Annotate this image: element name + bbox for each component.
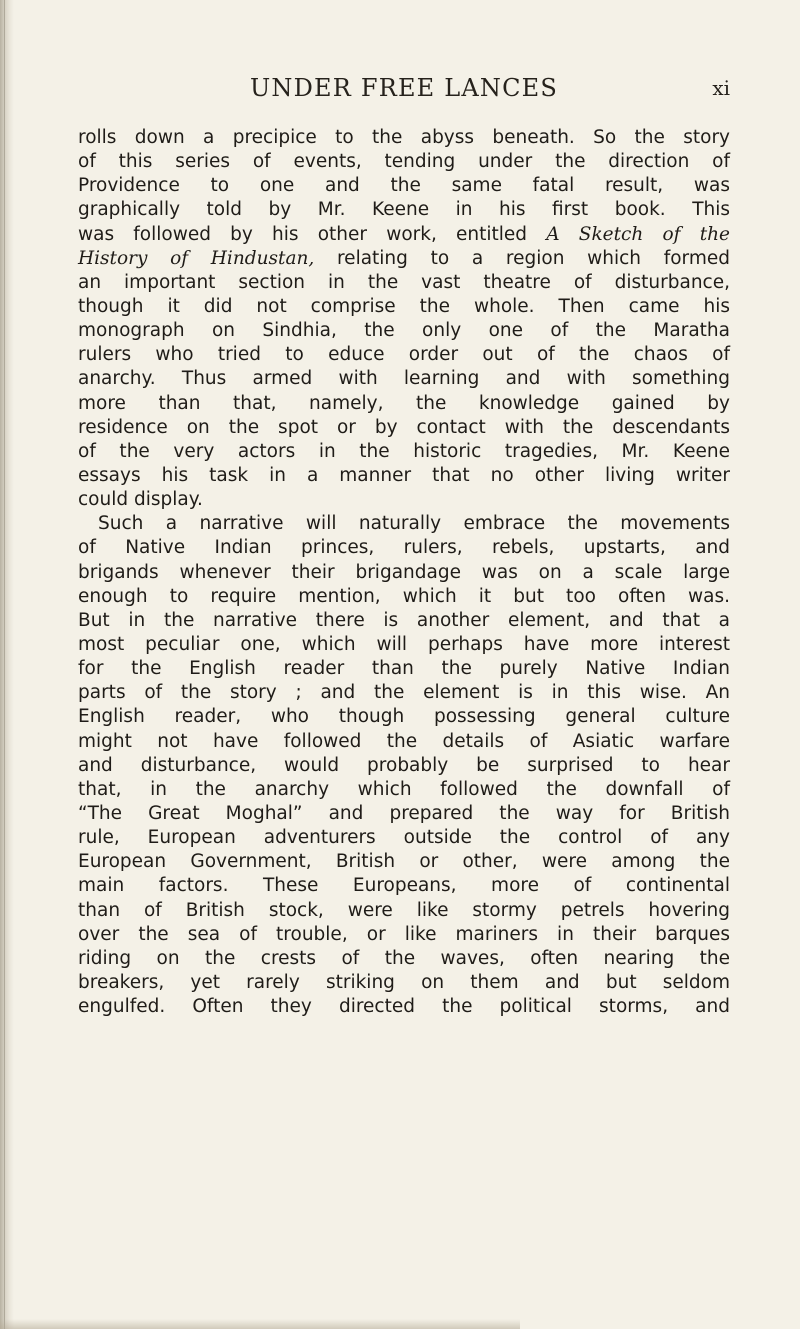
text-line: riding on the crests of the waves, often nearing the <box>78 947 730 969</box>
text-line: rulers who tried to educe order out of the chaos of <box>78 344 730 366</box>
text-line: of this series of events, tending under the direction of <box>78 151 730 173</box>
text-line: though it did not comprise the whole. Then came his <box>78 295 730 317</box>
text-line: rolls down a precipice to the abyss beneath. So the story <box>78 127 730 148</box>
text-line: of the very actors in the historic tragedies, Mr. Keene <box>78 440 730 462</box>
running-head <box>78 70 730 106</box>
text-line: might not have followed the details of Asiatic warfare <box>78 730 730 752</box>
text-line: But in the narrative there is another element, and that a <box>78 609 730 631</box>
binding-edge-line <box>4 0 5 1329</box>
text-line: than of British stock, were like stormy petrels hovering <box>78 899 730 921</box>
text-line: more than that, namely, the knowledge gained by <box>78 392 730 414</box>
text-line: brigands whenever their brigandage was on a scale large <box>78 561 730 583</box>
text-line: could display. <box>78 489 203 511</box>
text-line: European Government, British or other, were among the <box>78 851 730 873</box>
text-line: that, in the anarchy which followed the downfall of <box>78 778 730 800</box>
page-gutter-shadow <box>0 0 14 1329</box>
text-segment: was followed by his other work, entitled <box>78 223 528 245</box>
text-line: anarchy. Thus armed with learning and with something <box>78 368 730 390</box>
text-line: English reader, who though possessing general culture <box>78 706 730 728</box>
page-bottom-wear <box>0 1319 520 1329</box>
text-line: parts of the story ; and the element is in this wise. An <box>78 682 730 704</box>
text-line <box>78 247 730 271</box>
text-line: an important section in the vast theatre of disturbance, <box>78 271 730 293</box>
text-line: Providence to one and the same fatal result, was <box>78 175 730 197</box>
text-line: residence on the spot or by contact with the descendants <box>78 416 730 438</box>
text-line: most peculiar one, which will perhaps have more interest <box>78 633 730 655</box>
text-line: breakers, yet rarely striking on them and but seldom <box>78 971 730 993</box>
text-line: essays his task in a manner that no other living writer <box>78 464 730 486</box>
text-line: graphically told by Mr. Keene in his first book. This <box>78 199 730 221</box>
text-line: Such a narrative will naturally embrace the movements <box>98 513 730 535</box>
text-line: enough to require mention, which it but too often was. <box>78 585 730 607</box>
text-segment: relating to a region which formed <box>336 247 730 269</box>
text-line: for the English reader than the purely Native Indian <box>78 658 730 680</box>
text-line: engulfed. Often they directed the political storms, and <box>78 996 730 1018</box>
text-line: and disturbance, would probably be surprised to hear <box>78 754 730 776</box>
text-line: rule, European adventurers outside the control of any <box>78 827 730 849</box>
text-line: of Native Indian princes, rulers, rebels, upstarts, and <box>78 537 730 559</box>
text-line: over the sea of trouble, or like mariners in their barques <box>78 923 730 945</box>
running-title: UNDER FREE LANCES <box>249 74 559 102</box>
page-number: xi <box>712 76 730 100</box>
book-title-italic: History of Hindustan, <box>78 247 315 269</box>
text-line: monograph on Sindhia, the only one of the Maratha <box>78 320 730 342</box>
text-line: “The Great Moghal” and prepared the way for British <box>78 802 730 824</box>
body-text <box>78 126 730 1019</box>
text-line: main factors. These Europeans, more of continental <box>78 875 730 897</box>
text-line <box>78 223 730 247</box>
book-title-italic: A Sketch of the <box>546 223 730 245</box>
